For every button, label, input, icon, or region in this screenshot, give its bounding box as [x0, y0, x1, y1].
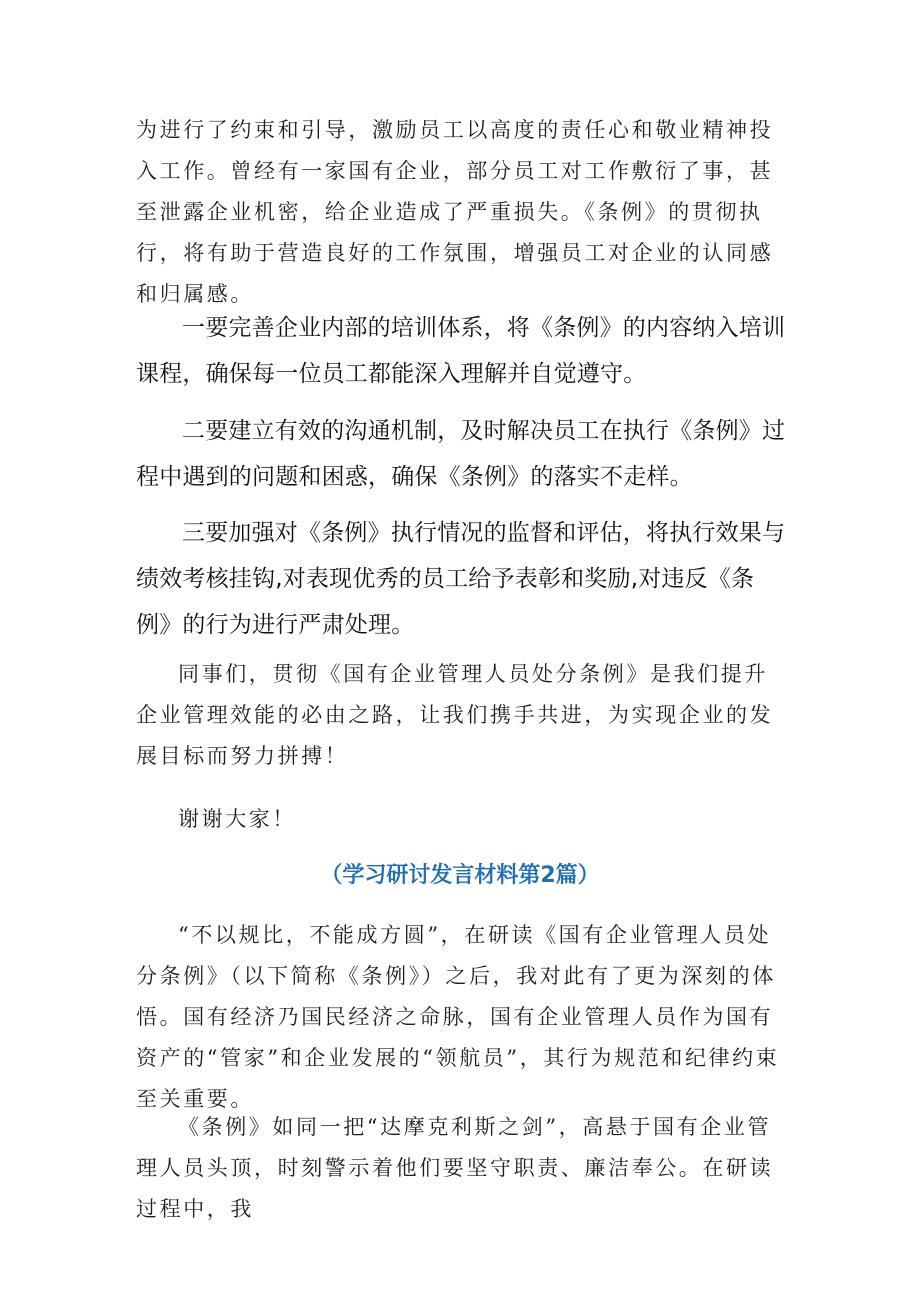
paragraph-point-one-training: 一要完善企业内部的培训体系，将《条例》的内容纳入培训课程，确保每一位员工都能深入理解并自觉遵守。	[136, 315, 786, 387]
paragraph-workplace-atmosphere: 为进行了约束和引导，激励员工以高度的责任心和敬业精神投入工作。曾经有一家国有企业，部分员工对工作敷衍了事，甚至泄露企业机密，给企业造成了严重损失。《条例》的贯彻执行，将有助于营造良好的工作氛围，增强员工对企业的认同感和归属感。	[136, 118, 774, 306]
paragraph-point-three-supervision: 三要加强对《条例》执行情况的监督和评估，将执行效果与绩效考核挂钩,对表现优秀的员工给予表彰和奖励,对违反《条例》的行为进行严肃处理。	[136, 520, 786, 638]
paragraph-regulation-reflection: “不以规比，不能成方圆”，在研读《国有企业管理人员处分条例》（以下简称《条例》）之后，我对此有了更为深刻的体悟。国有经济乃国民经济之命脉，国有企业管理人员作为国有资产的“管家”和企业发展的“领航员”，其行为规范和纪律约束至关重要。	[136, 923, 780, 1111]
paragraph-point-two-communication: 二要建立有效的沟通机制，及时解决员工在执行《条例》过程中遇到的问题和困惑，确保《条例》的落实不走样。	[136, 418, 786, 490]
section-heading: （学习研讨发言材料第2篇）	[320, 863, 600, 888]
paragraph-damocles-sword: 《条例》如同一把“达摩克利斯之剑”，高悬于国有企业管理人员头顶，时刻警示着他们要坚守职责、廉洁奉公。在研读过程中，我	[136, 1115, 774, 1221]
paragraph-thanks: 谢谢大家！	[178, 807, 296, 831]
paragraph-closing-appeal: 同事们，贯彻《国有企业管理人员处分条例》是我们提升企业管理效能的必由之路，让我们携手共进，为实现企业的发展目标而努力拼搏！	[136, 662, 774, 768]
